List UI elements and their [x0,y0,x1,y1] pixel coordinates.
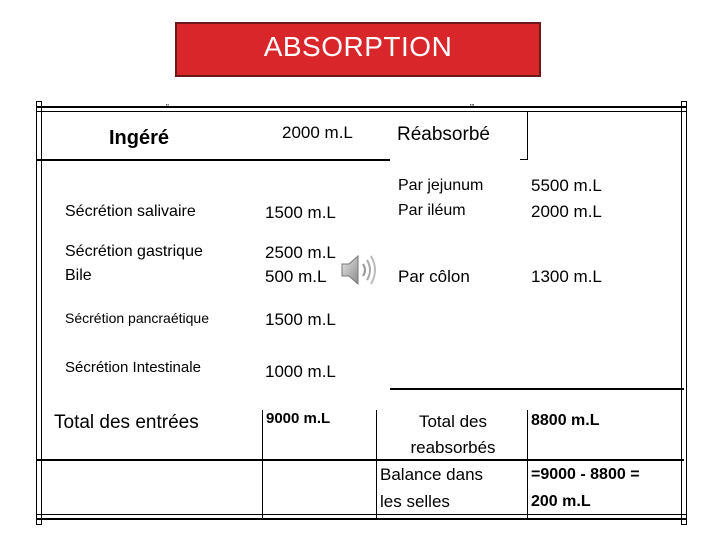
bile-amount: 500 m.L [265,267,327,286]
column-divider-right-lower [527,410,528,518]
bile-label: Bile [65,267,92,284]
reabs-jejunum-label: Par jejunum [398,177,484,194]
section-divider [390,388,684,390]
secretion-intestinale-amount: 1000 m.L [265,362,336,381]
column-divider-right [527,112,528,160]
right-frame-bar [681,101,687,525]
secretion-gastrique-label: Sécrétion gastrique [65,243,203,260]
secretion-pancreatique-label: Sécrétion pancraétique [65,310,209,326]
total-reabsorbes-label-2: reabsorbés [410,438,496,457]
reabs-jejunum-amount: 5500 m.L [531,176,602,195]
balance-label-1: Balance dans [380,465,484,484]
total-reabsorbes-label-1: Total des [418,412,488,431]
totals-divider [36,459,684,461]
balance-value-2: 200 m.L [531,493,591,510]
total-entrees-label: Total des entrées [54,412,199,433]
bottom-rule-2 [36,518,687,520]
reabs-ileum-amount: 2000 m.L [531,202,602,221]
total-entrees-value: 9000 m.L [266,410,331,427]
secretion-salivaire-amount: 1500 m.L [265,203,336,222]
speaker-icon[interactable] [338,250,382,290]
reabs-colon-amount: 1300 m.L [531,267,602,286]
secretion-salivaire-label: Sécrétion salivaire [65,203,196,220]
header-ingere-amount: 2000 m.L [282,123,353,142]
reabs-ileum-label: Par iléum [398,202,466,219]
balance-value-1: =9000 - 8800 = [531,466,640,483]
reabs-colon-label: Par côlon [398,267,470,286]
header-reabsorbe: Réabsorbé [397,124,490,145]
secretion-intestinale-label: Sécrétion Intestinale [65,359,201,376]
left-frame-bar [36,101,42,525]
page-title: ABSORPTION [263,30,453,62]
header-divider [36,159,390,161]
tick-mark-right: "' [470,103,475,112]
bottom-rule [36,514,687,515]
secretion-pancreatique-amount: 1500 m.L [265,310,336,329]
balance-label-2: les selles [380,492,450,511]
top-rule-2 [36,111,687,112]
column-divider-mid [376,410,377,518]
column-divider-left [262,410,263,518]
title-banner [175,22,541,77]
header-ingere: Ingéré [109,127,170,149]
top-rule [36,106,687,108]
tick-mark-left: " [166,103,169,112]
total-reabsorbes-value: 8800 m.L [531,412,600,429]
secretion-gastrique-amount: 2500 m.L [265,243,336,262]
